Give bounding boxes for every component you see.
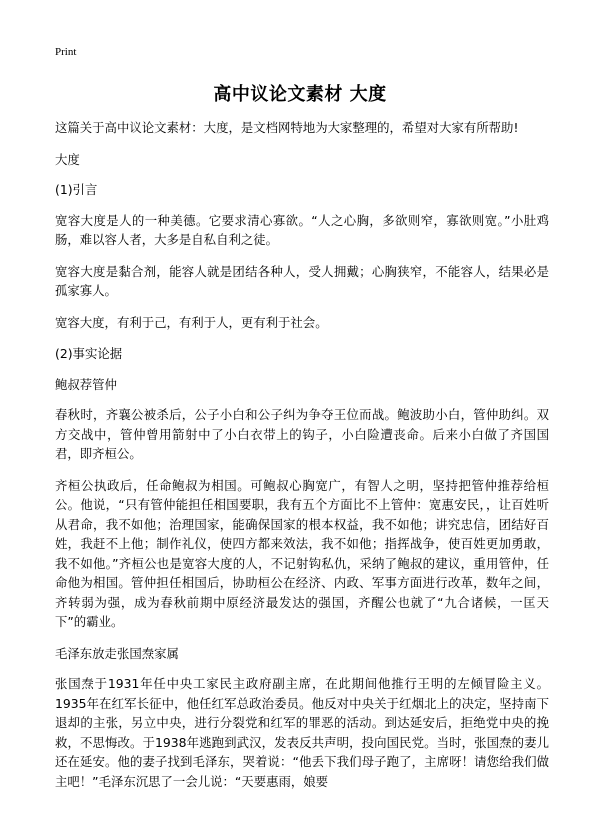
body-paragraph: 宽容大度，有利于己，有利于人，更有利于社会。	[55, 314, 328, 330]
article-body	[55, 118, 549, 803]
print-link[interactable]: Print	[55, 46, 77, 58]
intro-paragraph: 这篇关于高中议论文素材：大度，是文档网特地为大家整理的，希望对大家有所帮助!	[55, 120, 519, 135]
body-paragraph: 齐桓公执政后，任命鲍叔为相国。可鲍叔心胸宽广，有智人之明，坚持把管仲推荐给桓公。他说，“只有管仲能担任相国要职，我有五个方面比不上管仲：宽惠安民，，让百姓听从君命，我不如他；治理国家，能确保国家的根本权益，我不如他；讲究忠信，团结好百姓，我赶不上他；制作礼仪，使四方都来效法，我不如他；指挥战争，使百姓更加勇敢，我不如他。”齐桓公也是宽容大度的人，不记射钩私仇，采纳了鲍叔的建议，重用管仲，任命他为相国。管仲担任相国后，协助桓公在经济、内政、军事方面进行改革，数年之间，齐转弱为强，成为春秋前期中原经济最发达的强国，齐醒公也就了“九合诸候，一匡天下”的霸业。	[55, 477, 549, 629]
story-heading: 毛泽东放走张国焘家属	[55, 645, 179, 661]
page-title: 高中议论文素材 大度	[213, 84, 387, 105]
body-paragraph: 宽容大度是黏合剂，能容人就是团结各种人，受人拥戴；心胸狭窄，不能容人，结果必是孤家寡人。	[55, 263, 549, 298]
body-paragraph: 春秋时，齐襄公被杀后，公子小白和公子纠为争夺王位而战。鲍波助小白，管仲助纠。双方交战中，管仲曾用箭射中了小白衣带上的钩子，小白险遭丧命。后来小白做了齐国国君，即齐桓公。	[55, 407, 549, 461]
body-paragraph: 张国焘于1931年任中央工家民主政府副主席，在此期间他推行王明的左倾冒险主义。1935年在红军长征中，他任红军总政治委员。他反对中央关于红烟北上的决定，坚持南下退却的主张，另立中央，进行分裂党和红军的罪恶的活动。到达延安后，拒绝党中央的挽救，不思悔改。于1938年逃跑到武汉，发表反共声明，投向国民党。当时，张国焘的妻儿还在延安。他的妻子找到毛泽东，哭着说：“他丢下我们母子跑了，主席呀！请您给我们做主吧！”毛泽东沉思了一会儿说：“天要惠雨，娘要	[55, 676, 549, 789]
story-heading: 鲍叔荐管仲	[55, 376, 117, 392]
subsection-heading: (2)事实论据	[55, 346, 123, 361]
section-heading: 大度	[55, 151, 80, 167]
body-paragraph: 宽容大度是人的一种美德。它要求清心寡欲。“人之心胸，多欲则窄，寡欲则宽。”小肚鸡肠，难以容人者，大多是自私自利之徒。	[55, 212, 549, 247]
subsection-heading: (1)引言	[55, 182, 98, 197]
